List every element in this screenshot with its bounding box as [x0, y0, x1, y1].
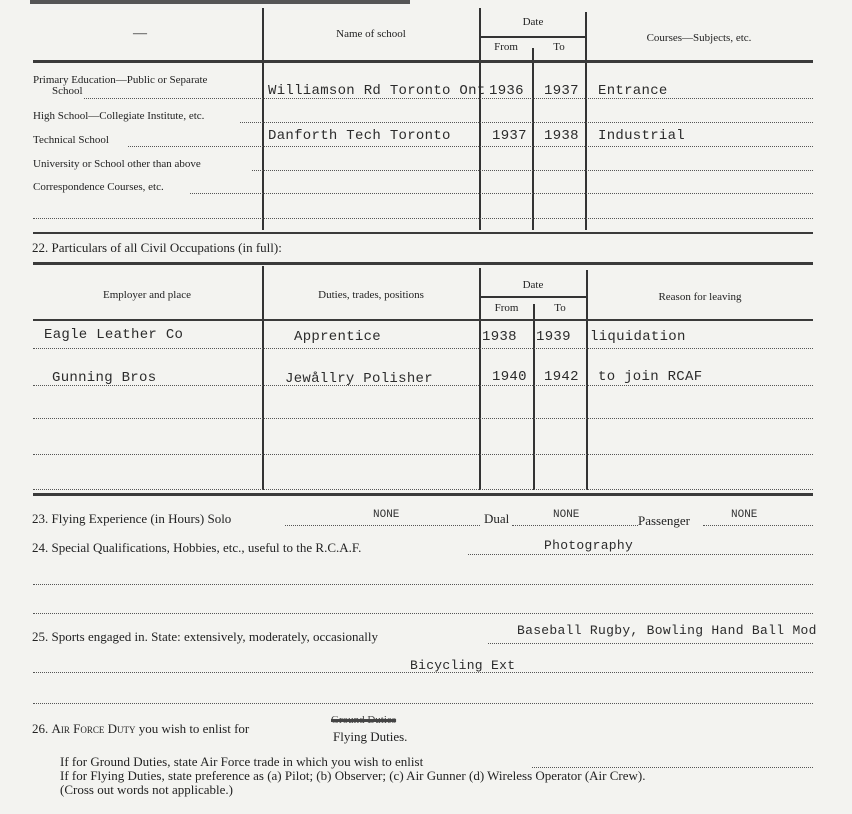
q25-value-line1[interactable]: Baseball Rugby, Bowling Hand Ball Mod: [517, 623, 817, 638]
q24-line: [468, 554, 813, 555]
q26-label-rest: you wish to enlist for: [138, 721, 250, 736]
primary-courses[interactable]: Entrance: [598, 83, 668, 99]
solo-line: [285, 525, 480, 526]
reason-1[interactable]: liquidation: [590, 329, 686, 345]
divider: [480, 296, 587, 298]
row-line: [33, 385, 813, 386]
to-header: To: [554, 302, 566, 314]
employer-1[interactable]: Eagle Leather Co: [44, 327, 184, 343]
primary-education-label: Primary Education—Public or Separate: [33, 74, 208, 86]
to-2[interactable]: 1942: [544, 369, 579, 385]
q26-number: 26.: [32, 721, 49, 736]
q25-line: [488, 643, 813, 644]
q23-label: 23. Flying Experience (in Hours) Solo: [32, 511, 232, 526]
q24-value[interactable]: Photography: [544, 538, 634, 553]
primary-education-label-2: School: [52, 85, 83, 97]
courses-header: Courses—Subjects, etc.: [646, 32, 752, 44]
primary-to[interactable]: 1937: [544, 83, 579, 99]
date-header: Date: [522, 279, 544, 291]
divider: [585, 12, 587, 230]
primary-from[interactable]: 1936: [489, 83, 524, 99]
q26-label: [32, 721, 249, 737]
occupations-title: 22. Particulars of all Civil Occupations (in full):: [32, 240, 282, 255]
technical-courses[interactable]: Industrial: [598, 128, 686, 144]
passenger-line: [703, 525, 813, 526]
row-line: [84, 98, 813, 99]
duties-1[interactable]: Apprentice: [294, 329, 382, 345]
ground-duties-option-crossed[interactable]: Ground Duties: [331, 714, 397, 726]
technical-from[interactable]: 1937: [492, 128, 527, 144]
q24-label: 24. Special Qualifications, Hobbies, etc., useful to the R.C.A.F.: [32, 540, 362, 555]
divider: [586, 270, 588, 490]
q24-extra-line: [33, 584, 813, 585]
row-line: [33, 454, 813, 455]
technical-to[interactable]: 1938: [544, 128, 579, 144]
header-rule: [33, 60, 813, 63]
row-line: [33, 348, 813, 349]
q25-line-3: [33, 703, 813, 704]
q26-air-force-duty: Air Force Duty: [51, 721, 136, 736]
row-line: [33, 218, 813, 219]
reason-2[interactable]: to join RCAF: [598, 369, 703, 385]
row-line: [128, 146, 813, 147]
divider: [532, 48, 534, 230]
category-header: —: [133, 26, 147, 41]
q27-cut-off-text: [32, 808, 552, 814]
solo-value[interactable]: NONE: [373, 509, 400, 521]
header-rule: [33, 319, 813, 321]
passenger-label: Passenger: [638, 513, 690, 528]
to-1[interactable]: 1939: [536, 329, 571, 345]
divider: [480, 36, 586, 38]
from-header: From: [494, 41, 518, 53]
row-line: [33, 418, 813, 419]
ground-duties-trade-prompt: If for Ground Duties, state Air Force trade in which you wish to enlist: [60, 754, 424, 769]
from-header: From: [494, 302, 519, 314]
q24-extra-line: [33, 613, 813, 614]
table-bottom-rule: [33, 232, 813, 234]
top-edge-rule: [30, 0, 410, 4]
correspondence-label: Correspondence Courses, etc.: [33, 181, 164, 193]
q25-value-line2[interactable]: Bicycling Ext: [410, 658, 516, 673]
q25-label: 25. Sports engaged in. State: extensively, moderately, occasionally: [32, 629, 378, 644]
employer-2[interactable]: Gunning Bros: [52, 370, 157, 386]
primary-school-name[interactable]: Williamson Rd Toronto Ont: [268, 83, 486, 99]
school-name-header: Name of school: [336, 28, 406, 40]
high-school-label: High School—Collegiate Institute, etc.: [33, 110, 205, 122]
divider: [262, 8, 264, 230]
occupations-bottom-rule: [33, 493, 813, 496]
technical-school-label: Technical School: [33, 134, 109, 146]
duties-2[interactable]: Jewållry Polisher: [285, 371, 433, 387]
row-line: [190, 193, 813, 194]
from-2[interactable]: 1940: [492, 369, 527, 385]
employer-header: Employer and place: [103, 289, 191, 301]
dual-line: [512, 525, 638, 526]
reason-header: Reason for leaving: [658, 291, 742, 303]
passenger-value[interactable]: NONE: [731, 509, 758, 521]
duties-header: Duties, trades, positions: [318, 289, 424, 301]
university-label: University or School other than above: [33, 158, 201, 170]
dual-label: Dual: [484, 511, 510, 526]
row-line: [33, 489, 813, 490]
row-line: [252, 170, 813, 171]
row-line: [240, 122, 813, 123]
flying-duties-preference: If for Flying Duties, state preference as (a) Pilot; (b) Observer; (c) Air Gunner (d) Wireless Operator (Air Crew).: [60, 768, 646, 783]
divider: [533, 304, 535, 490]
cross-out-note: (Cross out words not applicable.): [60, 782, 233, 797]
dual-value[interactable]: NONE: [553, 509, 580, 521]
date-header: Date: [522, 16, 544, 28]
flying-duties-option[interactable]: Flying Duties.: [333, 729, 408, 744]
technical-school-name[interactable]: Danforth Tech Toronto: [268, 128, 451, 144]
occupations-top-rule: [33, 262, 813, 265]
to-header: To: [553, 41, 565, 53]
from-1[interactable]: 1938: [482, 329, 517, 345]
